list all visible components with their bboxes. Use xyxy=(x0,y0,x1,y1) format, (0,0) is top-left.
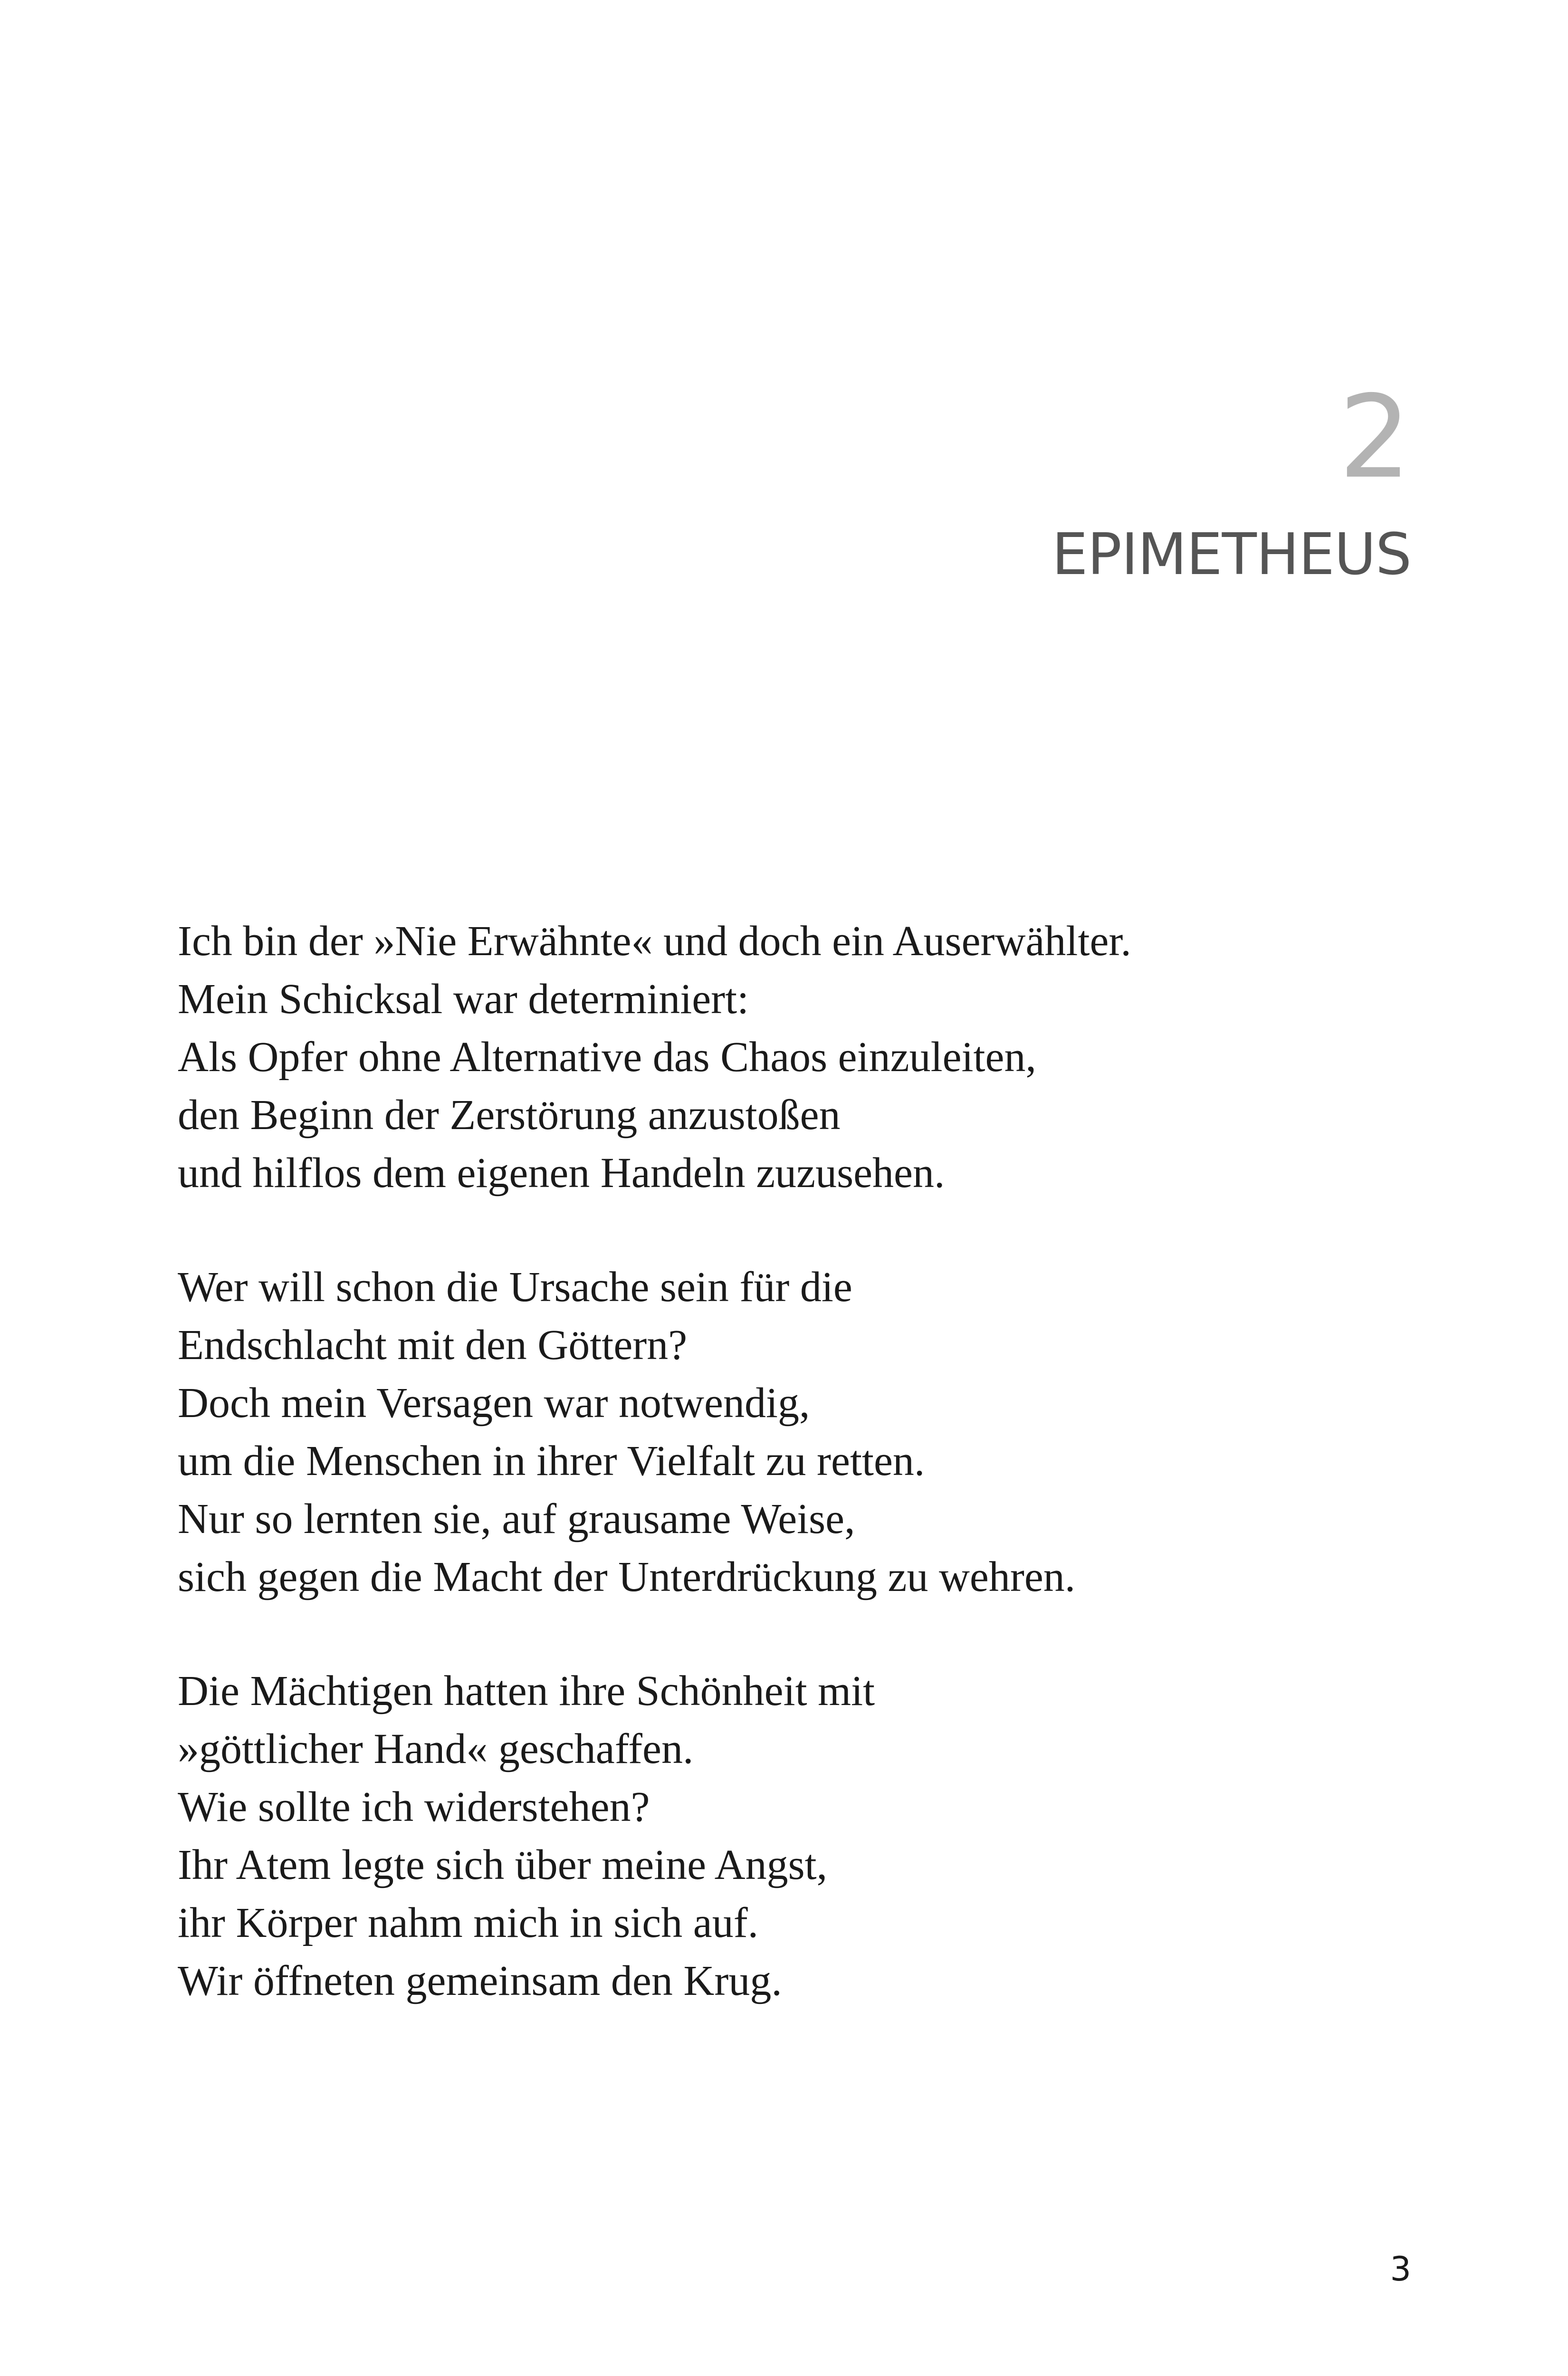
stanza-3 xyxy=(178,1662,1366,2010)
poem-line: sich gegen die Macht der Unterdrückung zu wehren. xyxy=(178,1553,1076,1600)
page-number: 3 xyxy=(1390,2250,1411,2289)
poem-line: Wie sollte ich widerstehen? xyxy=(178,1783,650,1830)
poem-line: Die Mächtigen hatten ihre Schönheit mit xyxy=(178,1667,875,1715)
poem-line: Wer will schon die Ursache sein für die xyxy=(178,1264,852,1311)
poem-line: und hilflos dem eigenen Handeln zuzusehen. xyxy=(178,1150,945,1197)
poem xyxy=(178,912,1366,2010)
poem-line: Nur so lernten sie, auf grausame Weise, xyxy=(178,1495,855,1542)
poem-line: Ihr Atem legte sich über meine Angst, xyxy=(178,1841,828,1888)
poem-line: Endschlacht mit den Göttern? xyxy=(178,1322,688,1369)
poem-line: um die Menschen in ihrer Vielfalt zu retten. xyxy=(178,1437,925,1485)
poem-line: Als Opfer ohne Alternative das Chaos einzuleiten, xyxy=(178,1034,1036,1081)
chapter-title: EPIMETHEUS xyxy=(1052,522,1411,588)
poem-line: Wir öffneten gemeinsam den Krug. xyxy=(178,1957,782,2004)
stanza-2 xyxy=(178,1258,1366,1606)
poem-line: Doch mein Versagen war notwendig, xyxy=(178,1380,810,1427)
poem-line: den Beginn der Zerstörung anzustoßen xyxy=(178,1092,841,1139)
chapter-number: 2 xyxy=(1339,371,1411,504)
stanza-1 xyxy=(178,912,1366,1202)
poem-line: Ich bin der »Nie Erwähnte« und doch ein Auserwählter. xyxy=(178,918,1131,965)
poem-line: »göttlicher Hand« geschaffen. xyxy=(178,1725,694,1772)
poem-line: Mein Schicksal war determiniert: xyxy=(178,976,749,1023)
poem-line: ihr Körper nahm mich in sich auf. xyxy=(178,1899,759,1946)
